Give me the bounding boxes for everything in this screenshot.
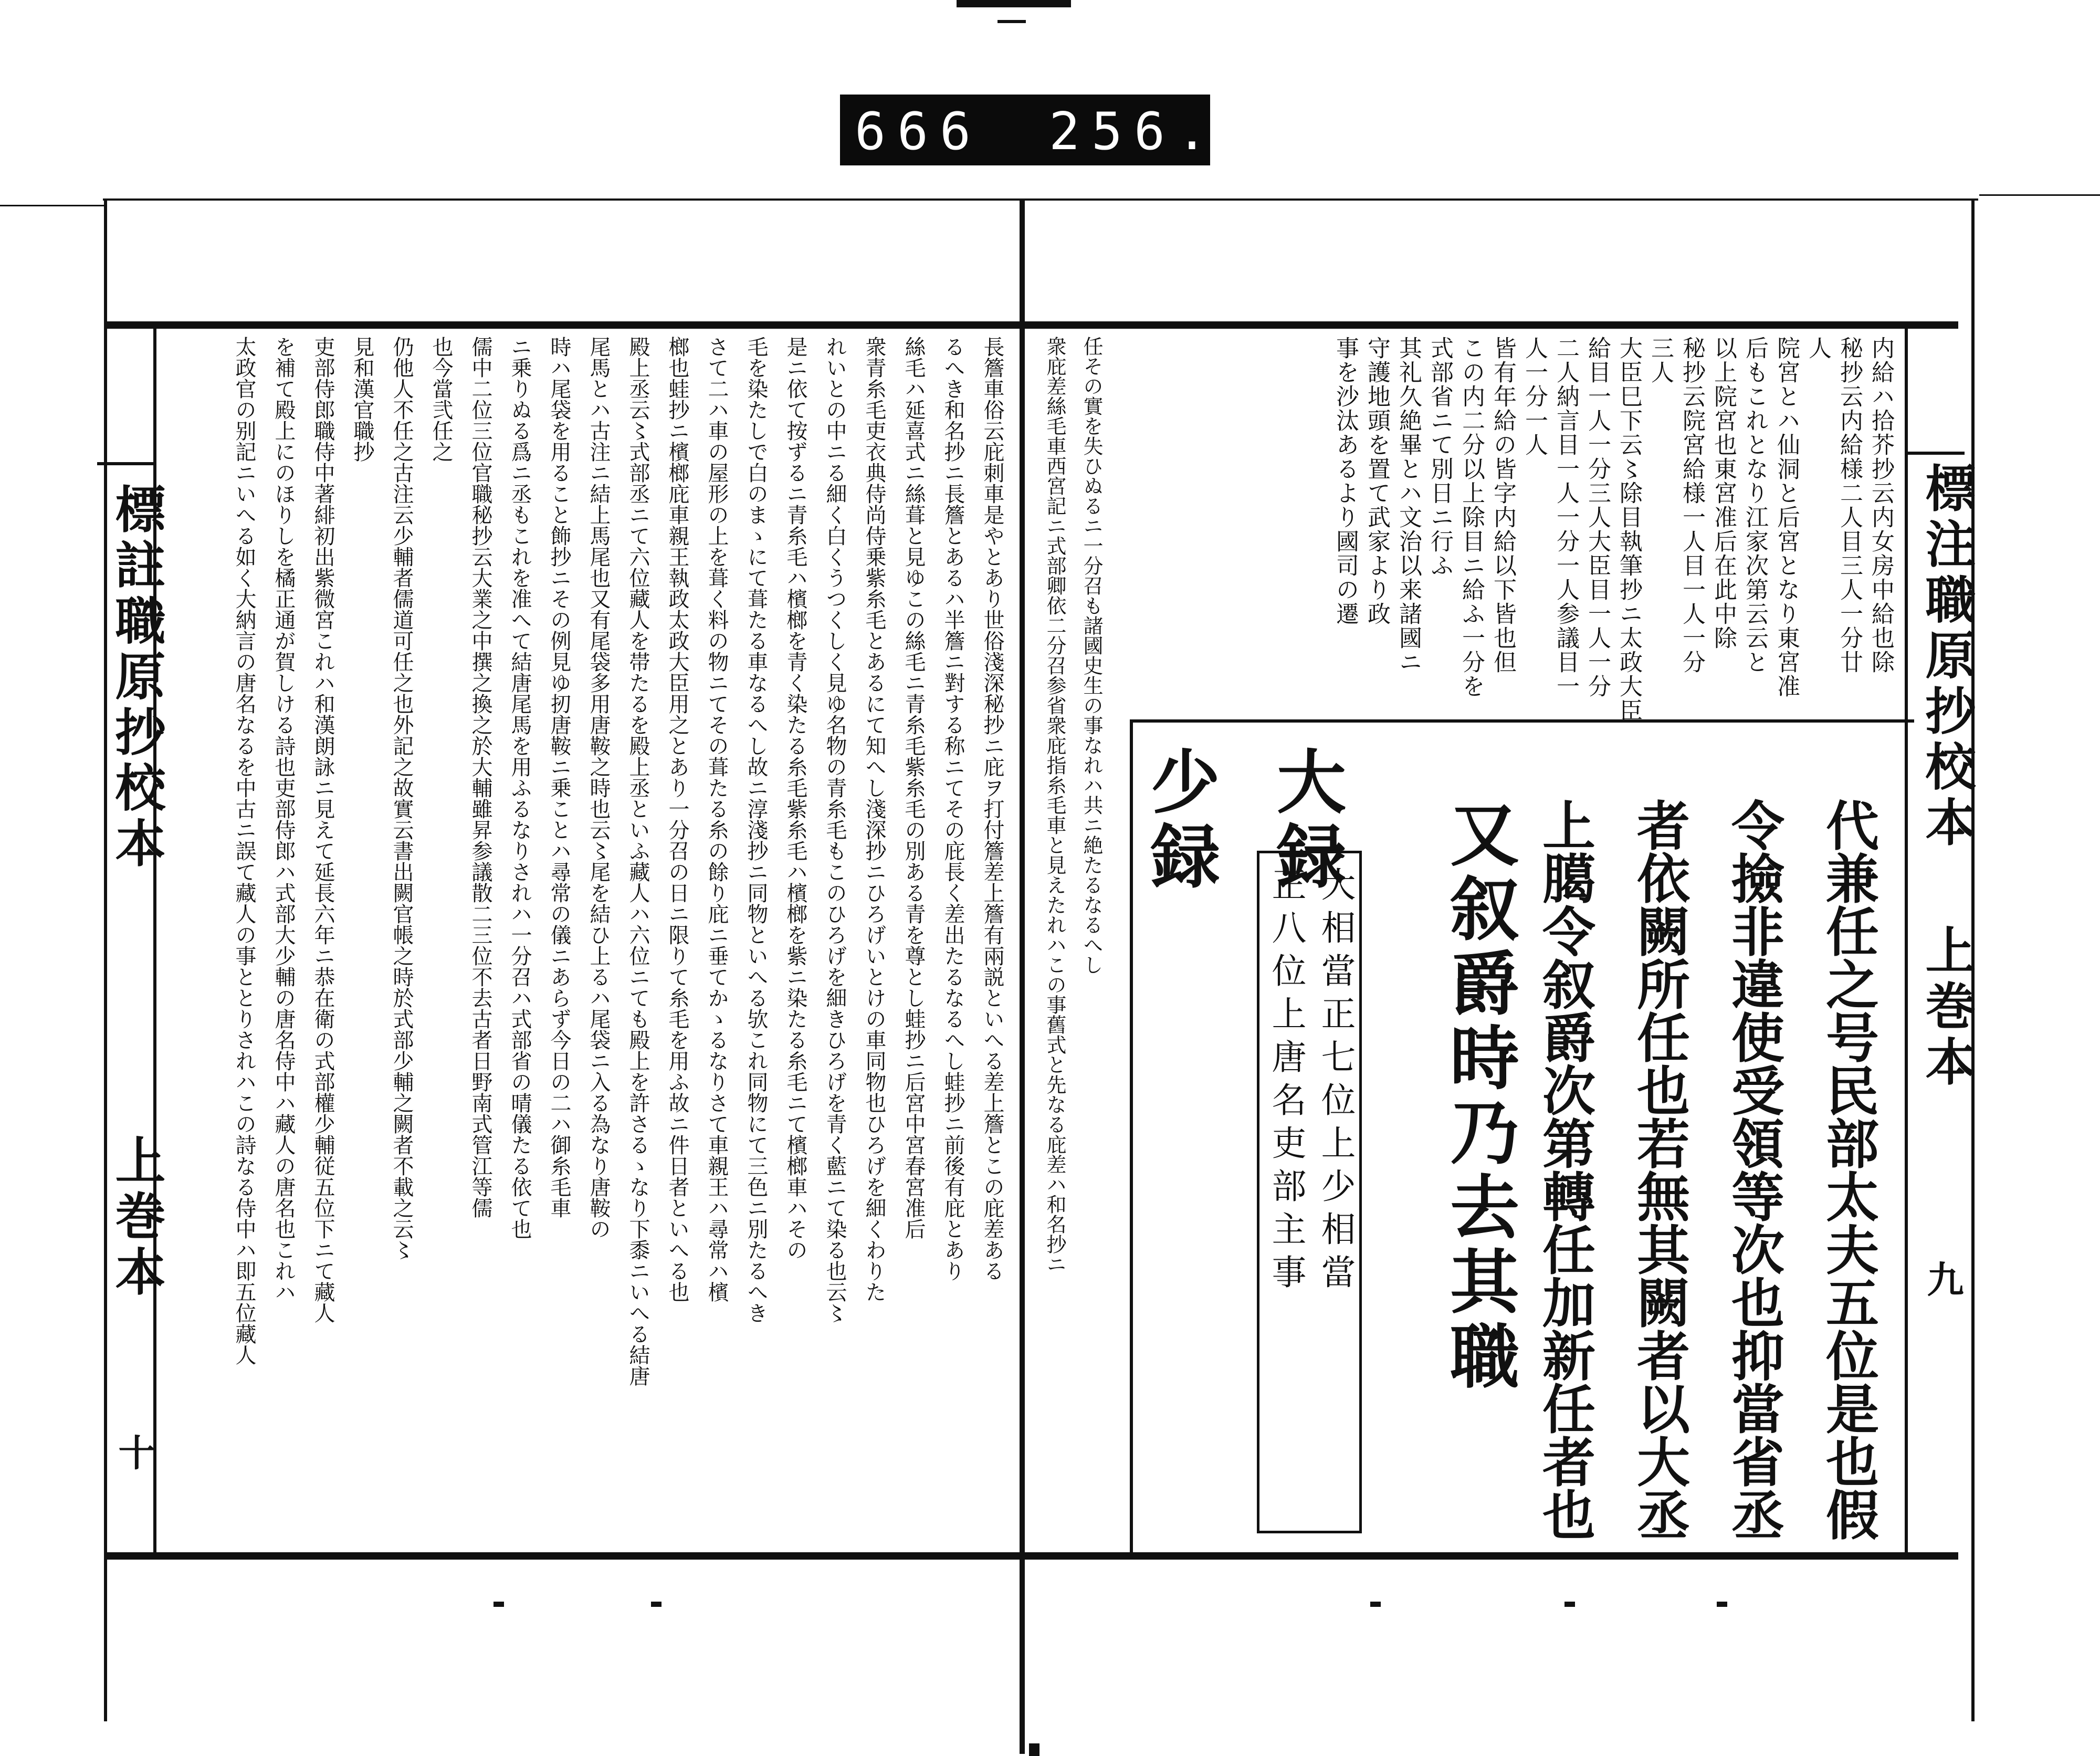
bottom-mark (1370, 1602, 1381, 1607)
right-note-col-12: 人一分一人 (1521, 336, 1548, 457)
bottom-mark (651, 1602, 662, 1607)
bottom-spine-mark (1029, 1743, 1040, 1756)
frame-bottom-rule (105, 1552, 1958, 1560)
right-note-col-9: 大臣巳下云〻除目執筆抄ニ太政大臣 (1615, 336, 1642, 723)
right-note-col-8: 三人 (1647, 336, 1674, 384)
right-note-col-1: 内給ハ拾芥抄云内女房中給也除 (1867, 336, 1894, 674)
right-note-col-20: 衆庇差絲毛車西宮記ニ式部卿依二分召参省衆庇指糸毛車と見えたれハこの事舊式と先なる庇差ハ和名抄ニ (1043, 336, 1066, 1274)
top-edge-mark (957, 0, 1071, 7)
rank-line-1: 大相當正七位上少相當 (1315, 866, 1356, 1297)
left-note-col-2: るへき和名抄ニ長簷とあるハ半簷ニ對する称ニてその庇長く差出たるなるへし蛙抄ニ前後有庇とあり (941, 336, 965, 1281)
bottom-mark (494, 1602, 504, 1607)
bottom-mark (1717, 1602, 1727, 1607)
right-note-col-14: この内二分以上除目ニ給ふ一分を (1458, 336, 1485, 698)
right-note-col-13: 皆有年給の皆字内給以下皆也但 (1489, 336, 1516, 674)
left-note-col-4: 衆青糸毛吏衣典侍尚侍乗紫糸毛とあるにて知へし淺深抄ニひろげいとけの車同物也ひろげを細くわりた (862, 336, 886, 1302)
archive-number-tag (840, 95, 1220, 165)
left-note-col-19: を補て殿上にのほりしを橘正通が賀しける詩也吏部侍郎ハ式部大少輔の唐名侍中ハ藏人の唐名也これハ (271, 336, 296, 1302)
right-margin-volume: 上巻本 (1917, 924, 1977, 1091)
right-note-col-7: 秘抄云院宮給様一人目一人一分 (1678, 336, 1705, 674)
main-text-box (1130, 719, 1914, 1552)
right-note-col-6: 以上院宮也東宮准后在此中除 (1710, 336, 1737, 650)
rank-line-2: 正八位上唐名吏部主事 (1266, 866, 1306, 1297)
right-note-col-2: 秘抄云内給様二人目三人一分廿 (1836, 336, 1863, 674)
left-note-col-12: 時ハ尾袋を用ること飾抄ニその例見ゆ扨唐鞍ニ乗ことハ尋常の儀ニあらず今日の二ハ御糸毛車 (547, 336, 571, 1218)
right-note-col-3: 人 (1804, 336, 1831, 360)
left-note-col-3: 絲毛ハ延喜式ニ絲葺と見ゆこの絲毛ニ青糸毛紫糸毛の別ある青を尊とし蛙抄ニ后宮中宮春宮准后 (901, 336, 926, 1239)
right-note-col-4: 院宮とハ仙洞と后宮となり東宮准 (1773, 336, 1800, 698)
frame-top-rule (105, 321, 1958, 329)
right-title-fishtail (1907, 452, 1965, 481)
heading-shouroku: 少録 (1139, 746, 1220, 895)
main-text-col-3: 者依闕所任也若無其闕者以大丞 (1628, 798, 1690, 1541)
right-note-col-11: 二人納言目一人一分一人参議目一 (1552, 336, 1579, 698)
right-margin-title: 標注職原抄校本 (1917, 462, 1977, 852)
left-note-col-17: 見和漢官職抄 (350, 336, 374, 462)
left-note-col-6: 是ニ依て按ずるニ青糸毛ハ檳榔を青く染たる糸毛紫糸毛ハ檳榔を紫ニ染たる糸毛ニて檳榔車ハその (783, 336, 807, 1260)
left-note-col-5: れいとの中ニる細く白くうつくしく見ゆ名物の青糸毛もこのひろげを細きひろげを青く藍ニて染る也云〻 (823, 336, 847, 1323)
left-note-col-15: 也今當弐任之 (429, 336, 453, 462)
right-note-col-15: 式部省ニて別日ニ行ふ (1426, 336, 1453, 578)
right-folio-number: 九 (1921, 1260, 1965, 1302)
archive-number-left: 666 (855, 102, 983, 162)
book-spine (1020, 200, 1025, 1754)
right-note-col-5: 后もこれとなり江家次第云云と (1741, 336, 1768, 674)
archive-number-right: 256. (1049, 102, 1220, 162)
right-edge-line (1979, 194, 2100, 196)
top-edge-mark-small (998, 20, 1026, 23)
right-note-col-16: 其礼久絶畢とハ文治以来諸國ニ (1395, 336, 1422, 674)
left-note-col-11: 尾馬とハ古注ニ結上馬尾也又有尾袋多用唐鞍之時也云〻尾を結ひ上るハ尾袋ニ入る為なり唐鞍の (586, 336, 611, 1239)
left-note-col-14: 儒中二位三位官職秘抄云大業之中撰之換之於大輔雖昇参議散二三位不去古者日野南式管江等儒 (468, 336, 492, 1218)
left-margin-volume: 上巻本 (107, 1134, 166, 1301)
left-note-col-16: 仍他人不任之古注云少輔者儒道可任之也外記之故實云書出闕官帳之時於式部少輔之闕者不載之云〻 (390, 336, 414, 1260)
left-edge-line (0, 205, 105, 206)
main-text-col-5: 又叙爵時乃去其職 (1438, 798, 1519, 1395)
main-text-col-1: 代兼任之号民部太夫五位是也假 (1817, 798, 1880, 1541)
right-note-col-18: 事を沙汰あるより國司の遷 (1332, 336, 1359, 626)
main-text-col-4: 上臈令叙爵次第轉任加新任者也 (1534, 798, 1596, 1541)
right-note-col-17: 守護地頭を置て武家より政 (1363, 336, 1390, 626)
left-note-col-8: さて二ハ車の屋形の上を葺く料の物ニてその葺たる糸の餘り庇ニ垂てかゝるなりさて車親王ハ尋常ハ檳 (705, 336, 729, 1302)
left-note-col-7: 毛を染たしで白のまゝにて葺たる車なるへし故ニ淳淺抄ニ同物といへる欤これ同物にて三色ニ別たるへき (744, 336, 768, 1323)
heading-dairoku: 大録 (1265, 746, 1346, 895)
left-note-col-10: 殿上丞云〻式部丞ニて六位藏人を帯たるを殿上丞といふ藏人ハ六位ニても殿上を許さるゝなり下黍ニいへる結唐 (626, 336, 650, 1386)
left-folio-number: 十 (112, 1434, 156, 1476)
bottom-mark (1564, 1602, 1575, 1607)
right-note-col-19: 任その實を失ひぬるニ一分召も諸國史生の事なれハ共ニ絶たるなるへし (1080, 336, 1103, 975)
left-title-fishtail (97, 462, 155, 492)
left-note-col-13: ニ乗りぬる爲ニ丞もこれを准へて結唐尾馬を用ふるなりされハ一分召ハ式部省の晴儀たる依て也 (508, 336, 532, 1239)
left-margin-title: 標註職原抄校本 (107, 483, 166, 873)
left-note-col-1: 長簷車俗云庇刺車是やとあり世俗淺深秘抄ニ庇ヲ打付簷差上簷有兩説といへる差上簷とこの庇差ある (980, 336, 1004, 1281)
left-note-col-18: 吏部侍郎職侍中著緋初出紫微宮これハ和漢朗詠ニ見えて延長六年ニ恭在衛の式部權少輔従五位下ニて藏人 (311, 336, 335, 1323)
left-note-col-9: 榔也蛙抄ニ檳榔庇車親王執政太政大臣用之とあり一分召の日ニ限りて糸毛を用ふ故ニ件日者といへる也 (665, 336, 689, 1302)
main-text-col-2: 令撿非違使受領等次也抑當省丞 (1723, 798, 1785, 1541)
right-note-col-10: 給目一人一分三人大臣目一人一分 (1584, 336, 1611, 698)
left-note-col-20: 太政官の别記ニいへる如く大納言の唐名なるを中古ニ誤て藏人の事ととりされハこの詩なる侍中ハ即五位藏人 (232, 336, 256, 1365)
